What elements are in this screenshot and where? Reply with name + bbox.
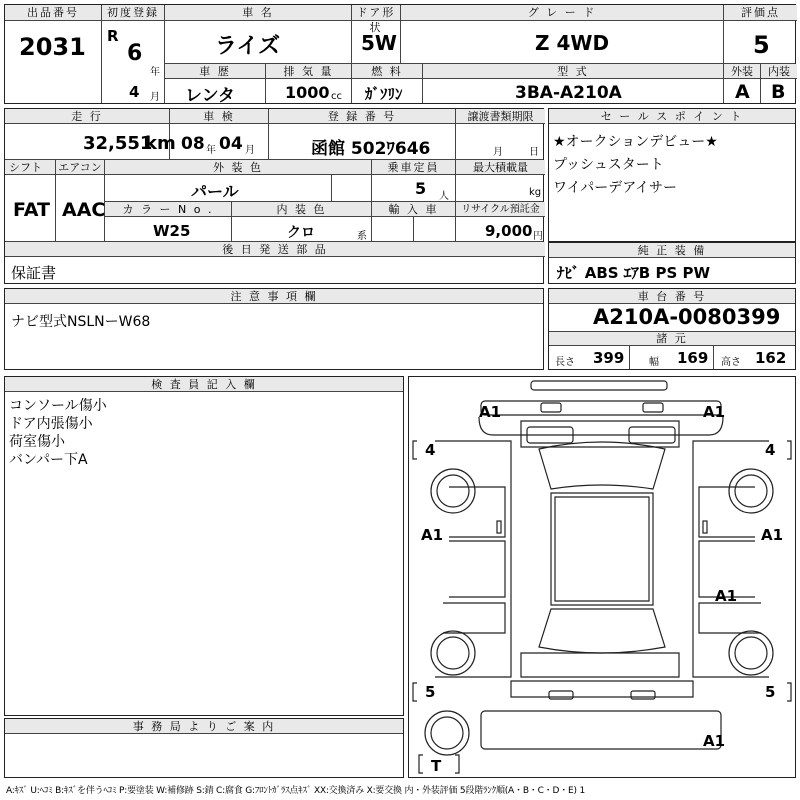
color-number: W25 [153, 222, 191, 240]
interior-color-unit: 系 [357, 231, 367, 242]
chassis-number: A210A-0080399 [593, 305, 781, 329]
displacement-header: 排 気 量 [266, 64, 351, 79]
exterior-header: 外装 [724, 64, 760, 79]
inspection-year-unit: 年 [206, 145, 216, 156]
fuel-header: 燃 料 [352, 64, 422, 79]
inspection-header: 車 検 [170, 109, 268, 124]
damage-diagram [408, 376, 796, 778]
office-block [4, 718, 404, 778]
width-label: 幅 [649, 357, 659, 368]
capacity: 5 [415, 179, 427, 198]
history-header: 車 歴 [165, 64, 265, 79]
first-reg-header: 初度登録 [102, 5, 164, 21]
year: 6 [127, 41, 143, 66]
recycle-unit: 円 [533, 231, 543, 242]
sales-point: プッシュスタート [553, 157, 664, 173]
damage-mark: T [431, 757, 442, 775]
recycle-fee: 9,000 [485, 222, 533, 240]
capacity-header: 乗車定員 [372, 160, 455, 175]
mileage-unit: km [145, 133, 176, 154]
exterior-grade: A [735, 81, 750, 103]
damage-mark: 4 [425, 441, 436, 459]
height: 162 [755, 349, 787, 367]
mileage-header: 走 行 [5, 109, 169, 124]
width: 169 [677, 349, 709, 367]
era: R [107, 27, 119, 45]
sales-point: ワイパーデアイサー [553, 180, 678, 196]
grade: Z 4WD [535, 31, 610, 55]
inspector-line: コンソール傷小 [9, 398, 107, 414]
displacement: 1000 [285, 83, 330, 102]
chassis-block [548, 288, 796, 370]
mileage: 32,551 [83, 133, 153, 154]
month-unit: 月 [150, 92, 160, 103]
damage-mark: 5 [765, 683, 776, 701]
transfer-day-unit: 日 [529, 147, 539, 158]
damage-mark: A1 [421, 526, 444, 544]
import-header: 輸 入 車 [372, 202, 455, 217]
int-color-header: 内 装 色 [232, 202, 371, 217]
damage-mark: A1 [479, 403, 502, 421]
transfer-month-unit: 月 [493, 147, 503, 158]
inspection-year: 08 [181, 134, 205, 154]
length: 399 [593, 349, 625, 367]
ext-color-header: 外 装 色 [105, 160, 371, 175]
legend: A:ｷｽﾞ U:ﾍｺﾐ B:ｷｽﾞを伴うﾍｺﾐ P:要塗装 W:補修跡 S:錆 C:腐食 G:ﾌﾛﾝﾄｶﾞﾗｽ点ｷｽﾞ XX:交換済み X:要交換 内・外装評価 5段階ﾗﾝｸ順(A・B・C・D・E) 1 [6, 786, 585, 796]
notes: ナビ型式NSLNーW68 [11, 314, 151, 330]
ac-header: エアコン [56, 160, 104, 175]
inspector-line: ドア内張傷小 [9, 416, 93, 432]
later-parts-header: 後 日 発 送 部 品 [5, 242, 545, 257]
shift: FAT [13, 199, 50, 221]
car-name: ライズ [215, 34, 281, 59]
office-header: 事 務 局 よ り ご 案 内 [5, 719, 403, 734]
height-label: 高さ [721, 357, 741, 368]
month: 4 [129, 83, 140, 101]
inspector-line: バンパー下A [9, 452, 88, 468]
top-block [4, 4, 796, 104]
damage-mark: 5 [425, 683, 436, 701]
inspector-block [4, 376, 404, 716]
shift-header: シフト [5, 160, 55, 175]
history: レンタ [185, 86, 235, 106]
damage-mark: A1 [715, 587, 738, 605]
interior-color: クロ [287, 225, 315, 241]
lot-number: 2031 [19, 33, 86, 61]
notes-header: 注 意 事 項 欄 [5, 289, 543, 304]
displacement-unit: cc [331, 91, 342, 102]
air-conditioner: AAC [62, 199, 106, 221]
exterior-color: パール [191, 182, 239, 201]
damage-mark: A1 [703, 403, 726, 421]
max-load-unit: kg [529, 187, 542, 198]
later-parts: 保証書 [11, 264, 57, 282]
door-shape: 5W [361, 31, 397, 55]
inspection-month: 04 [219, 134, 243, 154]
year-unit: 年 [150, 67, 160, 78]
transfer-header: 譲渡書類期限 [456, 109, 545, 124]
capacity-unit: 人 [439, 191, 449, 202]
length-label: 長さ [555, 357, 575, 368]
chassis-header: 車 台 番 号 [549, 289, 795, 304]
equipment-header: 純 正 装 備 [549, 243, 795, 258]
inspector-header: 検 査 員 記 入 欄 [5, 377, 403, 392]
door-header: ドア形状 [352, 5, 400, 21]
grade-header: グ レ ー ド [401, 5, 723, 21]
inspection-month-unit: 月 [245, 145, 255, 156]
registration-number: 函館 502ﾜ646 [311, 139, 431, 159]
reg-no-header: 登 録 番 号 [269, 109, 455, 124]
damage-mark: A1 [703, 732, 726, 750]
damage-mark: A1 [761, 526, 784, 544]
equipment-block [548, 242, 796, 284]
recycle-header: リサイクル預託金 [456, 202, 545, 217]
interior-header: 内装 [761, 64, 797, 79]
inspector-line: 荷室傷小 [9, 434, 65, 450]
sales-block [548, 108, 796, 242]
car-outline-diagram [409, 377, 795, 777]
score-header: 評価点 [724, 5, 797, 21]
car-name-header: 車 名 [165, 5, 351, 21]
score: 5 [753, 31, 770, 59]
equipment: ﾅﾋﾞ ABS ｴｱB PS PW [557, 264, 711, 282]
max-load-header: 最大積載量 [456, 160, 545, 175]
damage-mark: 4 [765, 441, 776, 459]
spec-header: 諸 元 [549, 332, 795, 346]
notes-block [4, 288, 544, 370]
lot-header: 出品番号 [5, 5, 101, 21]
model: 3BA-A210A [515, 83, 622, 103]
sales-header: セ ー ル ス ポ イ ン ト [549, 109, 795, 124]
detail-block [4, 108, 544, 284]
model-header: 型 式 [423, 64, 723, 79]
color-no-header: カ ラ ー N o . [105, 202, 231, 217]
fuel: ｶﾞｿﾘﾝ [365, 85, 403, 103]
sales-point: ★オークションデビュー★ [553, 134, 718, 150]
interior-grade: B [771, 81, 786, 103]
